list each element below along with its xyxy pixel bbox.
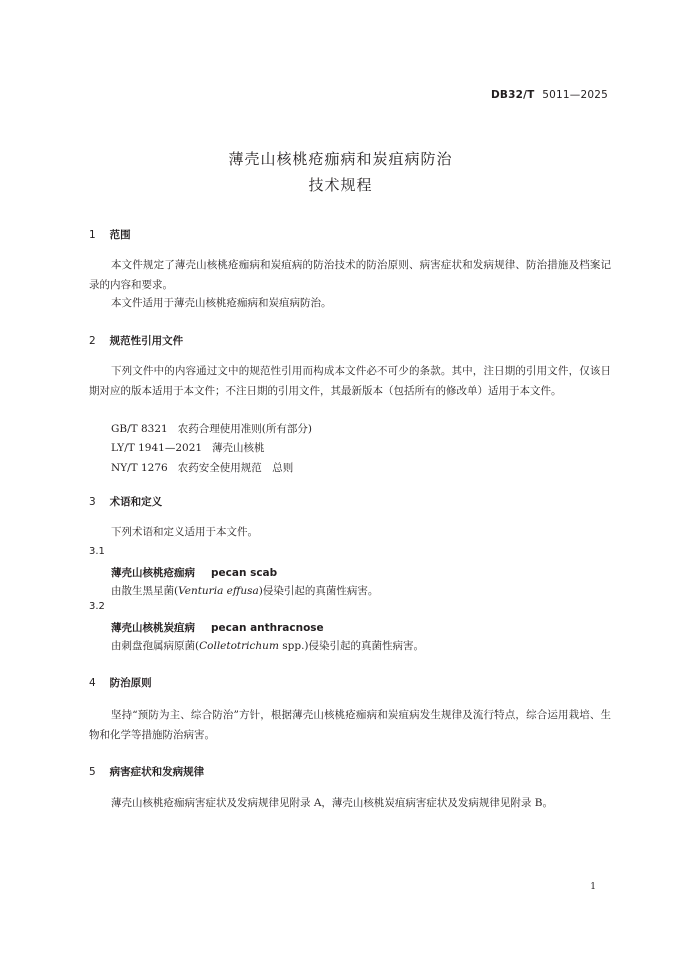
section-title: 防治原则: [109, 677, 152, 689]
definition-text: )侵染引起的真菌性病害。: [258, 585, 379, 597]
reference-name: 农药安全使用规范 总则: [177, 462, 294, 474]
section-number: 4: [89, 677, 96, 689]
paragraph: 下列术语和定义适用于本文件。: [111, 526, 258, 538]
latin-name: Venturia effusa: [178, 585, 259, 597]
section-5-heading: [89, 764, 204, 779]
section-number: 5: [89, 766, 96, 778]
term-zh: 薄壳山核桃疮痂病: [111, 567, 195, 579]
standard-code: [491, 89, 608, 101]
paragraph: 本文件规定了薄壳山核桃疮痂病和炭疽病的防治技术的防治原则、病害症状和发病规律、防治措施及档案记录的内容和要求。: [89, 259, 611, 291]
section-1-heading: [89, 227, 131, 242]
section-3-heading: [89, 494, 162, 509]
section-title: 规范性引用文件: [109, 335, 184, 347]
page-number: 1: [590, 882, 596, 892]
section-title: 术语和定义: [109, 496, 163, 508]
term-en: pecan scab: [211, 567, 278, 579]
reference-item: [111, 460, 293, 475]
term-definition: [111, 583, 378, 598]
paragraph: 薄壳山核桃疮痂病害症状及发病规律见附录 A，薄壳山核桃炭疽病害症状及发病规律见附录 B。: [111, 797, 553, 809]
reference-name: 薄壳山核桃: [212, 442, 265, 454]
paragraph: 坚持“预防为主、综合防治”方针，根据薄壳山核桃疮痂病和炭疽病发生规律及流行特点，综合运用栽培、生物和化学等措施防治病害。: [89, 709, 611, 741]
term-en: pecan anthracnose: [211, 622, 324, 634]
section-number: 3: [89, 496, 96, 508]
reference-code: NY/T 1276: [111, 462, 168, 474]
document-title-line2: 技术规程: [308, 176, 373, 194]
paragraph: 下列文件中的内容通过文中的规范性引用而构成本文件必不可少的条款。其中，注日期的引用文件，仅该日期对应的版本适用于本文件；不注日期的引用文件，其最新版本（包括所有的修改单）适用于本文件。: [89, 365, 611, 397]
term-title: [111, 620, 324, 635]
section-title: 病害症状和发病规律: [109, 766, 205, 778]
reference-name: 农药合理使用准则(所有部分): [177, 423, 312, 435]
term-definition: [111, 638, 424, 653]
section-number: 2: [89, 335, 96, 347]
section-4-heading: [89, 675, 152, 690]
term-zh: 薄壳山核桃炭疽病: [111, 622, 195, 634]
section-title: 范围: [109, 229, 131, 241]
reference-code: GB/T 8321: [111, 423, 168, 435]
latin-name: Colletotrichum: [199, 640, 279, 652]
section-2-heading: [89, 333, 183, 348]
standard-code-number: 5011—2025: [542, 89, 608, 101]
definition-text: 由散生黑星菌(: [111, 585, 179, 597]
reference-item: [111, 421, 312, 436]
section-number: 1: [89, 229, 96, 241]
term-title: [111, 565, 277, 580]
standard-code-prefix: DB32/T: [491, 89, 535, 101]
definition-text: 由刺盘孢属病原菌(: [111, 640, 200, 652]
reference-item: [111, 440, 265, 455]
term-number: 3.1: [89, 546, 105, 557]
term-number: 3.2: [89, 601, 105, 612]
reference-code: LY/T 1941—2021: [111, 442, 203, 454]
paragraph: 本文件适用于薄壳山核桃疮痂病和炭疽病防治。: [111, 297, 332, 309]
document-title-line1: 薄壳山核桃疮痂病和炭疽病防治: [228, 150, 453, 168]
definition-text: spp.)侵染引起的真菌性病害。: [278, 640, 425, 652]
